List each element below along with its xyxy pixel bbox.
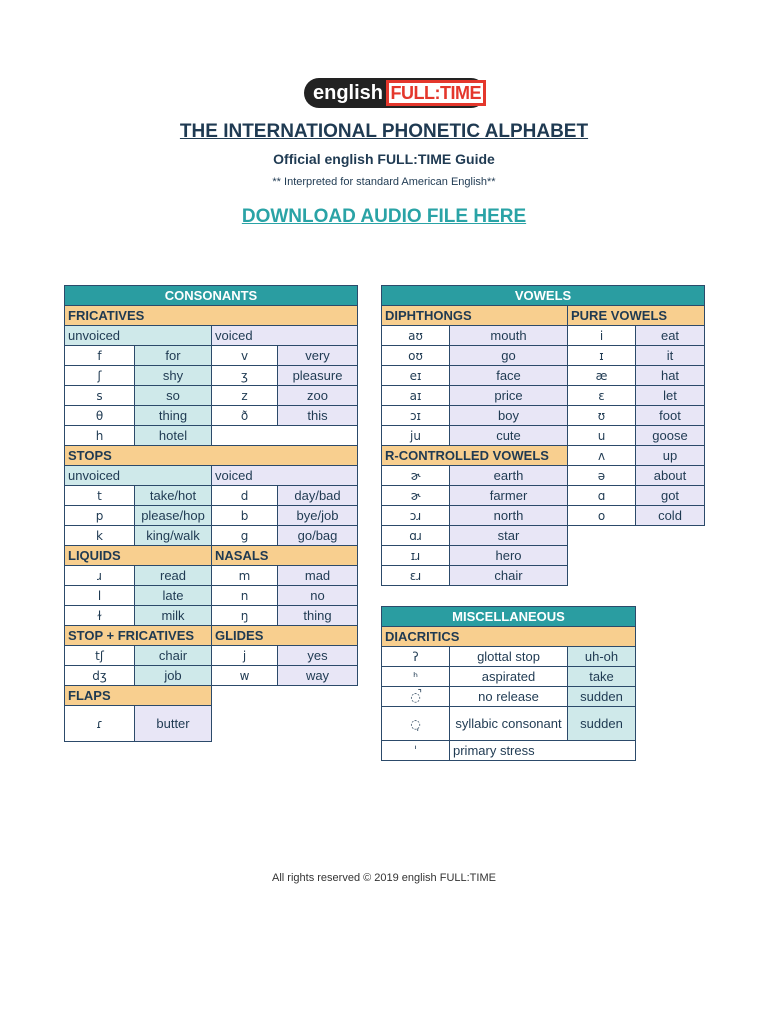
ipa-symbol: ʊ xyxy=(568,406,636,426)
example-word: sudden xyxy=(568,687,636,707)
example-word: thing xyxy=(278,606,358,626)
empty-cell xyxy=(568,566,705,586)
ipa-symbol: ɔɹ xyxy=(382,506,450,526)
example-word: pleasure xyxy=(278,366,358,386)
stops-label: STOPS xyxy=(65,446,358,466)
ipa-symbol: ð xyxy=(212,406,278,426)
ipa-symbol: i xyxy=(568,326,636,346)
ipa-symbol: h xyxy=(65,426,135,446)
pure-vowels-label: PURE VOWELS xyxy=(568,306,705,326)
example-word: sudden xyxy=(568,707,636,741)
vowels-header: VOWELS xyxy=(382,286,705,306)
download-audio-link[interactable]: DOWNLOAD AUDIO FILE HERE xyxy=(241,206,527,227)
ipa-symbol: l xyxy=(65,586,135,606)
empty-cell xyxy=(568,526,705,546)
empty-cell xyxy=(212,706,358,742)
ipa-symbol: o xyxy=(568,506,636,526)
ipa-symbol: s xyxy=(65,386,135,406)
ipa-symbol: ◌̚ xyxy=(382,687,450,707)
stops-voiced-label: voiced xyxy=(212,466,358,486)
stops-unvoiced-label: unvoiced xyxy=(65,466,212,486)
example-word: foot xyxy=(636,406,705,426)
example-word: late xyxy=(135,586,212,606)
ipa-symbol: æ xyxy=(568,366,636,386)
example-word: no xyxy=(278,586,358,606)
ipa-symbol: ʌ xyxy=(568,446,636,466)
ipa-symbol: ɫ xyxy=(65,606,135,626)
example-word: cute xyxy=(450,426,568,446)
example-word: about xyxy=(636,466,705,486)
ipa-symbol: j xyxy=(212,646,278,666)
fricatives-unvoiced-label: unvoiced xyxy=(65,326,212,346)
example-word: hat xyxy=(636,366,705,386)
diacritic-name: syllabic consonant xyxy=(450,707,568,741)
example-word: go/bag xyxy=(278,526,358,546)
ipa-symbol: d xyxy=(212,486,278,506)
fricatives-label: FRICATIVES xyxy=(65,306,358,326)
ipa-symbol: ŋ xyxy=(212,606,278,626)
ipa-symbol: oʊ xyxy=(382,346,450,366)
example-word: zoo xyxy=(278,386,358,406)
example-word: very xyxy=(278,346,358,366)
example-word: north xyxy=(450,506,568,526)
ipa-symbol: dʒ xyxy=(65,666,135,686)
diacritic-name: aspirated xyxy=(450,667,568,687)
ipa-symbol: aɪ xyxy=(382,386,450,406)
example-word: milk xyxy=(135,606,212,626)
consonants-table xyxy=(64,285,358,742)
ipa-symbol: u xyxy=(568,426,636,446)
example-word: king/walk xyxy=(135,526,212,546)
example-word: goose xyxy=(636,426,705,446)
vowels-table xyxy=(381,285,705,586)
stop-fricatives-label: STOP + FRICATIVES xyxy=(65,626,212,646)
ipa-symbol: ɚ xyxy=(382,486,450,506)
ipa-symbol: ʰ xyxy=(382,667,450,687)
example-word: go xyxy=(450,346,568,366)
example-word: job xyxy=(135,666,212,686)
diacritic-name: primary stress xyxy=(450,741,636,761)
example-word: got xyxy=(636,486,705,506)
example-word: this xyxy=(278,406,358,426)
example-word: shy xyxy=(135,366,212,386)
example-word: so xyxy=(135,386,212,406)
r-controlled-vowels-label: R-CONTROLLED VOWELS xyxy=(382,446,568,466)
example-word: let xyxy=(636,386,705,406)
diacritic-name: glottal stop xyxy=(450,647,568,667)
diacritic-name: no release xyxy=(450,687,568,707)
glides-label: GLIDES xyxy=(212,626,358,646)
ipa-symbol: n xyxy=(212,586,278,606)
ipa-symbol: w xyxy=(212,666,278,686)
example-word: boy xyxy=(450,406,568,426)
ipa-symbol: ɛ xyxy=(568,386,636,406)
ipa-symbol: ʔ xyxy=(382,647,450,667)
liquids-label: LIQUIDS xyxy=(65,546,212,566)
brand-logo xyxy=(304,78,486,108)
ipa-symbol: ju xyxy=(382,426,450,446)
ipa-symbol: eɪ xyxy=(382,366,450,386)
example-word: day/bad xyxy=(278,486,358,506)
example-word: face xyxy=(450,366,568,386)
example-word: please/hop xyxy=(135,506,212,526)
ipa-symbol: ɑ xyxy=(568,486,636,506)
example-word: read xyxy=(135,566,212,586)
ipa-symbol: k xyxy=(65,526,135,546)
ipa-symbol: ˈ xyxy=(382,741,450,761)
ipa-symbol: ɹ xyxy=(65,566,135,586)
ipa-symbol: ə xyxy=(568,466,636,486)
ipa-symbol: ◌̩ xyxy=(382,707,450,741)
ipa-symbol: tʃ xyxy=(65,646,135,666)
ipa-symbol: ɑɹ xyxy=(382,526,450,546)
example-word: farmer xyxy=(450,486,568,506)
logo-fulltime-text: FULL:TIME xyxy=(386,80,486,106)
example-word: hotel xyxy=(135,426,212,446)
page-subtitle: Official english FULL:TIME Guide xyxy=(273,151,495,167)
example-word: butter xyxy=(135,706,212,742)
ipa-symbol: z xyxy=(212,386,278,406)
empty-cell xyxy=(212,426,358,446)
example-word: earth xyxy=(450,466,568,486)
ipa-symbol: v xyxy=(212,346,278,366)
miscellaneous-table xyxy=(381,606,636,761)
example-word: mouth xyxy=(450,326,568,346)
example-word: star xyxy=(450,526,568,546)
ipa-symbol: ɛɹ xyxy=(382,566,450,586)
example-word: bye/job xyxy=(278,506,358,526)
example-word: way xyxy=(278,666,358,686)
ipa-symbol: m xyxy=(212,566,278,586)
ipa-symbol: p xyxy=(65,506,135,526)
example-word: for xyxy=(135,346,212,366)
ipa-symbol: aʊ xyxy=(382,326,450,346)
ipa-symbol: ɾ xyxy=(65,706,135,742)
diacritics-label: DIACRITICS xyxy=(382,627,636,647)
nasals-label: NASALS xyxy=(212,546,358,566)
example-word: take/hot xyxy=(135,486,212,506)
empty-cell xyxy=(568,546,705,566)
diphthongs-label: DIPHTHONGS xyxy=(382,306,568,326)
ipa-symbol: f xyxy=(65,346,135,366)
example-word: thing xyxy=(135,406,212,426)
logo-english-text: english xyxy=(313,81,384,104)
page-note: ** Interpreted for standard American English** xyxy=(272,176,496,188)
example-word: eat xyxy=(636,326,705,346)
example-word: yes xyxy=(278,646,358,666)
ipa-symbol: t xyxy=(65,486,135,506)
example-word: up xyxy=(636,446,705,466)
flaps-label: FLAPS xyxy=(65,686,212,706)
page-title: THE INTERNATIONAL PHONETIC ALPHABET xyxy=(179,121,589,142)
ipa-symbol: ɚ xyxy=(382,466,450,486)
empty-cell xyxy=(212,686,358,706)
example-word: it xyxy=(636,346,705,366)
ipa-symbol: θ xyxy=(65,406,135,426)
example-word: take xyxy=(568,667,636,687)
ipa-symbol: ʒ xyxy=(212,366,278,386)
example-word: price xyxy=(450,386,568,406)
example-word: uh-oh xyxy=(568,647,636,667)
fricatives-voiced-label: voiced xyxy=(212,326,358,346)
example-word: mad xyxy=(278,566,358,586)
consonants-header: CONSONANTS xyxy=(65,286,358,306)
example-word: chair xyxy=(135,646,212,666)
ipa-symbol: b xyxy=(212,506,278,526)
ipa-symbol: ʃ xyxy=(65,366,135,386)
ipa-symbol: ɔɪ xyxy=(382,406,450,426)
ipa-symbol: ɪ xyxy=(568,346,636,366)
example-word: cold xyxy=(636,506,705,526)
footer-copyright: All rights reserved © 2019 english FULL:TIME xyxy=(272,872,496,884)
example-word: hero xyxy=(450,546,568,566)
example-word: chair xyxy=(450,566,568,586)
ipa-symbol: g xyxy=(212,526,278,546)
ipa-symbol: ɪɹ xyxy=(382,546,450,566)
miscellaneous-header: MISCELLANEOUS xyxy=(382,607,636,627)
